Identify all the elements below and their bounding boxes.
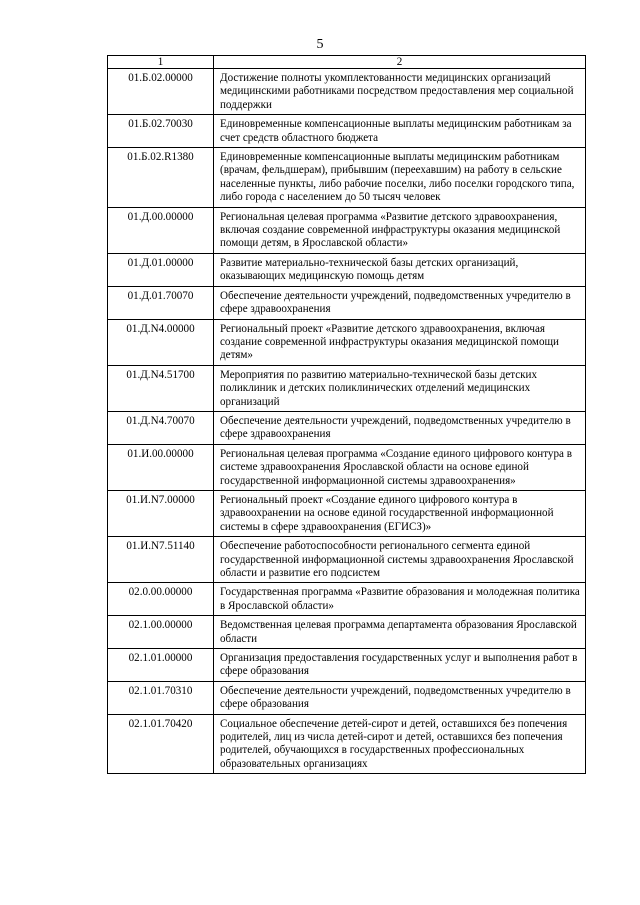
row-code: 02.1.00.00000: [108, 616, 214, 649]
row-code: 01.И.N7.00000: [108, 490, 214, 536]
row-code: 01.Д.N4.51700: [108, 365, 214, 411]
table-row: [108, 583, 586, 616]
row-code: 02.1.01.00000: [108, 649, 214, 682]
row-code: 01.Д.01.70070: [108, 286, 214, 319]
table-row: [108, 148, 586, 208]
table-row: [108, 365, 586, 411]
row-name: Обеспечение деятельности учреждений, подведомственных учредителю в сфере образования: [214, 681, 586, 714]
row-code: 01.Д.N4.70070: [108, 411, 214, 444]
row-code: 01.Б.02.R1380: [108, 148, 214, 208]
row-name: Региональный проект «Развитие детского здравоохранения, включая создание современной инфраструктуры оказания медицинской помощи детям»: [214, 319, 586, 365]
budget-classification-table: [107, 55, 586, 774]
row-code: 01.И.N7.51140: [108, 537, 214, 583]
row-name: Обеспечение работоспособности регионального сегмента единой государственной информационной системы здравоохранения Ярославской области и развитие его подсистем: [214, 537, 586, 583]
row-code: 02.0.00.00000: [108, 583, 214, 616]
row-name: Обеспечение деятельности учреждений, подведомственных учредителю в сфере здравоохранения: [214, 286, 586, 319]
table-row: [108, 286, 586, 319]
row-name: Ведомственная целевая программа департамента образования Ярославской области: [214, 616, 586, 649]
table-row: [108, 115, 586, 148]
table-row: [108, 319, 586, 365]
table-row: [108, 411, 586, 444]
table-row: [108, 616, 586, 649]
row-code: 01.Д.01.00000: [108, 253, 214, 286]
table-row: [108, 490, 586, 536]
row-name: Региональная целевая программа «Создание единого цифрового контура в системе здравоохранения Ярославской области на основе единой государственной информационной системы здравоохранения»: [214, 444, 586, 490]
row-code: 01.Б.02.70030: [108, 115, 214, 148]
row-name: Региональная целевая программа «Развитие детского здравоохранения, включая создание современной инфраструктуры оказания медицинской помощи детям, в Ярославской области»: [214, 207, 586, 253]
row-code: 02.1.01.70310: [108, 681, 214, 714]
row-name: Развитие материально-технической базы детских организаций, оказывающих медицинскую помощь детям: [214, 253, 586, 286]
table-row: [108, 537, 586, 583]
row-name: Региональный проект «Создание единого цифрового контура в здравоохранении на основе единой государственной информационной системы в сфере здравоохранения (ЕГИСЗ)»: [214, 490, 586, 536]
table-header-row: [108, 56, 586, 69]
row-code: 01.И.00.00000: [108, 444, 214, 490]
row-name: Социальное обеспечение детей-сирот и детей, оставшихся без попечения родителей, лиц из числа детей-сирот и детей, оставшихся без попечения родителей, обучающихся в государственных профессиональных образовательных организациях: [214, 714, 586, 774]
table-row: [108, 444, 586, 490]
row-name: Государственная программа «Развитие образования и молодежная политика в Ярославской области»: [214, 583, 586, 616]
column-header-code: 1: [108, 56, 214, 69]
table-row: [108, 69, 586, 115]
row-name: Достижение полноты укомплектованности медицинских организаций медицинскими работниками посредством предоставления мер социальной поддержки: [214, 69, 586, 115]
row-code: 02.1.01.70420: [108, 714, 214, 774]
row-code: 01.Д.00.00000: [108, 207, 214, 253]
table-row: [108, 649, 586, 682]
row-name: Организация предоставления государственных услуг и выполнения работ в сфере образования: [214, 649, 586, 682]
table-row: [108, 681, 586, 714]
table-row: [108, 207, 586, 253]
row-name: Обеспечение деятельности учреждений, подведомственных учредителю в сфере здравоохранения: [214, 411, 586, 444]
row-code: 01.Б.02.00000: [108, 69, 214, 115]
table-row: [108, 714, 586, 774]
row-name: Единовременные компенсационные выплаты медицинским работникам (врачам, фельдшерам), прибывшим (переехавшим) на работу в сельские населенные пункты, либо рабочие поселки, либо поселки городского типа, либо города с населением до 50 тысяч человек: [214, 148, 586, 208]
column-header-name: 2: [214, 56, 586, 69]
table-row: [108, 253, 586, 286]
row-name: Мероприятия по развитию материально-технической базы детских поликлиник и детских поликлинических отделений медицинских организаций: [214, 365, 586, 411]
row-name: Единовременные компенсационные выплаты медицинским работникам за счет средств областного бюджета: [214, 115, 586, 148]
row-code: 01.Д.N4.00000: [108, 319, 214, 365]
page-number: 5: [316, 37, 324, 52]
